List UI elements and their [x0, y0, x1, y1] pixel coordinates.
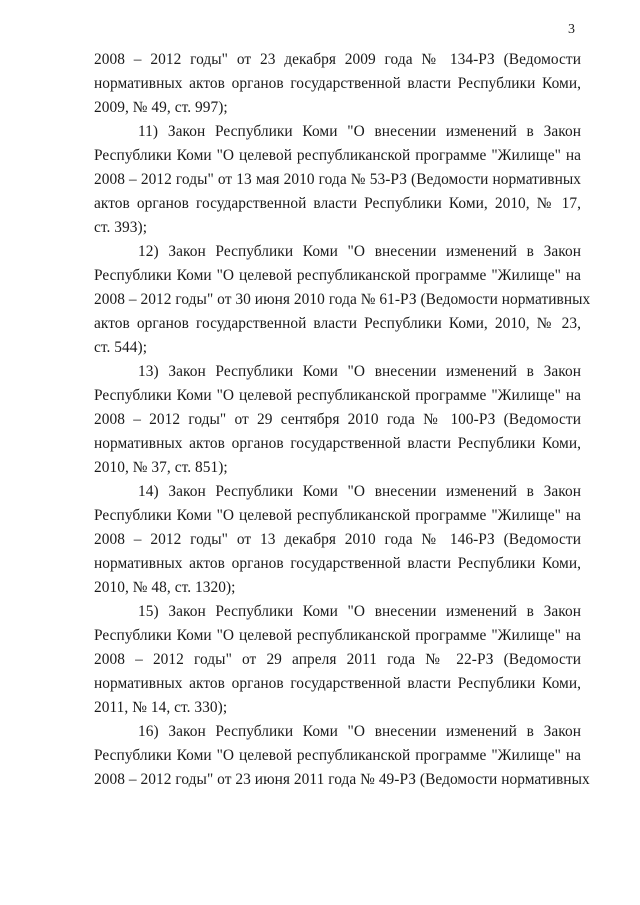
text-line: Республики Коми "О целевой республиканской программе "Жилище" на: [94, 747, 581, 764]
text-line: 2008 – 2012 годы" от 30 июня 2010 года № 61-РЗ (Ведомости нормативных: [94, 291, 591, 308]
text-line: 2010, № 48, ст. 1320);: [94, 579, 236, 596]
text-line: ст. 544);: [94, 339, 148, 356]
text-line: Республики Коми "О целевой республиканской программе "Жилище" на: [94, 267, 581, 284]
text-line: 11) Закон Республики Коми "О внесении изменений в Закон: [138, 123, 581, 140]
document-body: [94, 48, 591, 792]
text-line: ст. 393);: [94, 219, 148, 236]
text-line: нормативных актов органов государственной власти Республики Коми,: [94, 555, 581, 572]
text-line: актов органов государственной власти Республики Коми, 2010, № 23,: [94, 315, 581, 332]
text-line: нормативных актов органов государственной власти Республики Коми,: [94, 675, 581, 692]
page-number: 3: [568, 22, 575, 37]
text-line: 2008 – 2012 годы" от 29 апреля 2011 года № 22-РЗ (Ведомости: [94, 651, 581, 668]
text-line: актов органов государственной власти Республики Коми, 2010, № 17,: [94, 195, 581, 212]
text-line: 2008 – 2012 годы" от 29 сентября 2010 года № 100-РЗ (Ведомости: [94, 411, 581, 428]
text-line: Республики Коми "О целевой республиканской программе "Жилище" на: [94, 627, 581, 644]
text-line: 2009, № 49, ст. 997);: [94, 99, 228, 116]
text-line: Республики Коми "О целевой республиканской программе "Жилище" на: [94, 147, 581, 164]
text-line: 12) Закон Республики Коми "О внесении изменений в Закон: [138, 243, 581, 260]
text-line: 15) Закон Республики Коми "О внесении изменений в Закон: [138, 603, 581, 620]
text-line: Республики Коми "О целевой республиканской программе "Жилище" на: [94, 387, 581, 404]
text-line: нормативных актов органов государственной власти Республики Коми,: [94, 435, 581, 452]
text-line: 2010, № 37, ст. 851);: [94, 459, 228, 476]
text-line: 13) Закон Республики Коми "О внесении изменений в Закон: [138, 363, 581, 380]
text-line: 16) Закон Республики Коми "О внесении изменений в Закон: [138, 723, 581, 740]
text-line: 2008 – 2012 годы" от 13 мая 2010 года № 53-РЗ (Ведомости нормативных: [94, 171, 581, 188]
text-line: 2011, № 14, ст. 330);: [94, 699, 228, 716]
text-line: 2008 – 2012 годы" от 13 декабря 2010 года № 146-РЗ (Ведомости: [94, 531, 581, 548]
text-line: 2008 – 2012 годы" от 23 июня 2011 года № 49-РЗ (Ведомости нормативных: [94, 771, 590, 788]
text-line: 2008 – 2012 годы" от 23 декабря 2009 года № 134-РЗ (Ведомости: [94, 51, 581, 68]
text-line: нормативных актов органов государственной власти Республики Коми,: [94, 75, 581, 92]
text-line: 14) Закон Республики Коми "О внесении изменений в Закон: [138, 483, 581, 500]
text-line: Республики Коми "О целевой республиканской программе "Жилище" на: [94, 507, 581, 524]
